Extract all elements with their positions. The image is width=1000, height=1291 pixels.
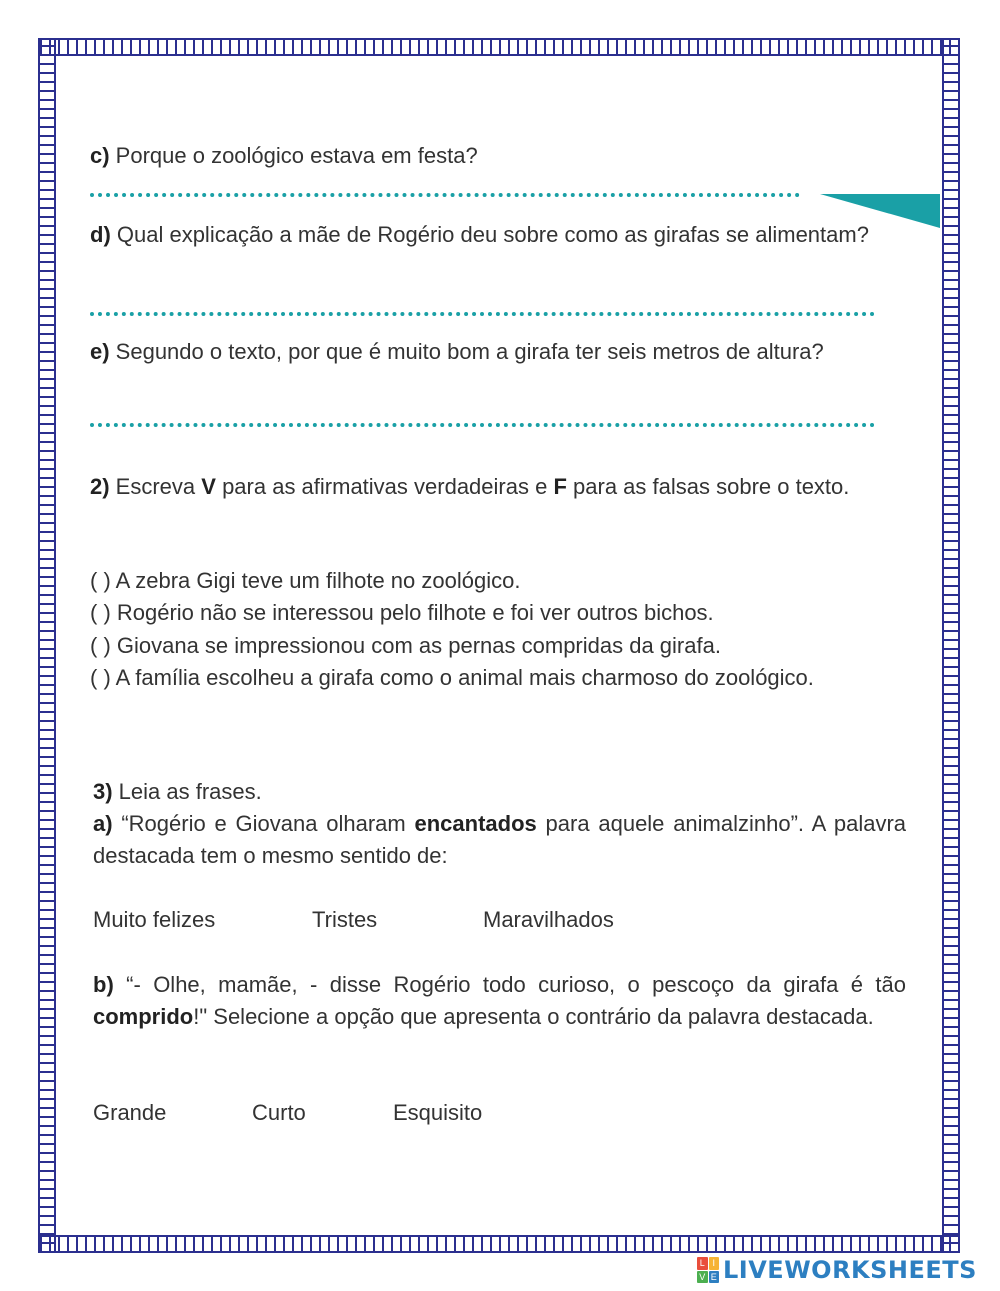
option-3a-3[interactable]: Maravilhados bbox=[483, 907, 614, 932]
question-d-text: Qual explicação a mãe de Rogério deu sobre como as girafas se alimentam? bbox=[110, 222, 869, 247]
question-3a-text-a: “Rogério e Giovana olharam bbox=[112, 811, 415, 836]
option-3a-1[interactable]: Muito felizes bbox=[93, 907, 216, 932]
section-2-instruction bbox=[90, 471, 870, 503]
section-3-intro-text: Leia as frases. bbox=[112, 779, 262, 804]
question-c-text: Porque o zoológico estava em festa? bbox=[109, 143, 478, 168]
option-3b-3[interactable]: Esquisito bbox=[393, 1100, 483, 1125]
question-d-letter: d) bbox=[90, 222, 111, 247]
logo-text: LIVEWORKSHEETS bbox=[723, 1256, 977, 1284]
answer-line-e[interactable] bbox=[90, 423, 875, 427]
logo-cube-v: V bbox=[697, 1271, 708, 1284]
question-3b-text-b: !" Selecione a opção que apresenta o contrário da palavra destacada. bbox=[193, 1004, 874, 1029]
option-3a-2[interactable]: Tristes bbox=[312, 907, 378, 932]
question-3b-bold-word: comprido bbox=[93, 1004, 194, 1029]
section-2-text-b: para as afirmativas verdadeiras e bbox=[215, 474, 554, 499]
true-false-item-2[interactable]: ( ) Rogério não se interessou pelo filhote e foi ver outros bichos. bbox=[90, 600, 714, 625]
option-3b-2[interactable]: Curto bbox=[252, 1100, 306, 1125]
section-3-number: 3) bbox=[93, 779, 113, 804]
logo-cube-l: L bbox=[697, 1257, 708, 1270]
question-3a-letter: a) bbox=[93, 811, 113, 836]
option-3b-1[interactable]: Grande bbox=[93, 1100, 167, 1125]
question-3a-bold-word: encantados bbox=[414, 811, 537, 836]
true-false-item-1[interactable]: ( ) A zebra Gigi teve um filhote no zoológico. bbox=[90, 568, 521, 593]
answer-line-c[interactable] bbox=[90, 193, 800, 197]
question-e bbox=[90, 336, 910, 368]
logo-cube-e: E bbox=[709, 1271, 720, 1284]
answer-line-d[interactable] bbox=[90, 312, 875, 316]
question-3b-letter: b) bbox=[93, 972, 114, 997]
question-3a bbox=[93, 808, 906, 872]
logo-cube-i: I bbox=[709, 1257, 720, 1270]
section-2-bold-f: F bbox=[553, 474, 567, 499]
question-3b-text-a: “- Olhe, mamãe, - disse Rogério todo curioso, o pescoço da girafa é tão bbox=[113, 972, 906, 997]
question-3b bbox=[93, 969, 906, 1033]
true-false-item-4[interactable]: ( ) A família escolheu a girafa como o animal mais charmoso do zoológico. bbox=[90, 665, 814, 690]
section-2-number: 2) bbox=[90, 474, 110, 499]
section-2-bold-v: V bbox=[201, 474, 216, 499]
question-c bbox=[90, 140, 910, 172]
question-d bbox=[90, 219, 910, 251]
question-3a-text-b: para aquele animalzinho”. A palavra destacada tem o mesmo sentido de: bbox=[93, 811, 907, 868]
question-e-text: Segundo o texto, por que é muito bom a girafa ter seis metros de altura? bbox=[109, 339, 824, 364]
section-3-intro bbox=[93, 776, 913, 808]
section-2-text-a: Escreva bbox=[109, 474, 202, 499]
question-c-letter: c) bbox=[90, 143, 110, 168]
liveworksheets-logo bbox=[697, 1256, 977, 1284]
section-2-text-c: para as falsas sobre o texto. bbox=[566, 474, 850, 499]
true-false-item-3[interactable]: ( ) Giovana se impressionou com as pernas compridas da girafa. bbox=[90, 633, 721, 658]
logo-cube-icon bbox=[697, 1257, 719, 1283]
question-e-letter: e) bbox=[90, 339, 110, 364]
